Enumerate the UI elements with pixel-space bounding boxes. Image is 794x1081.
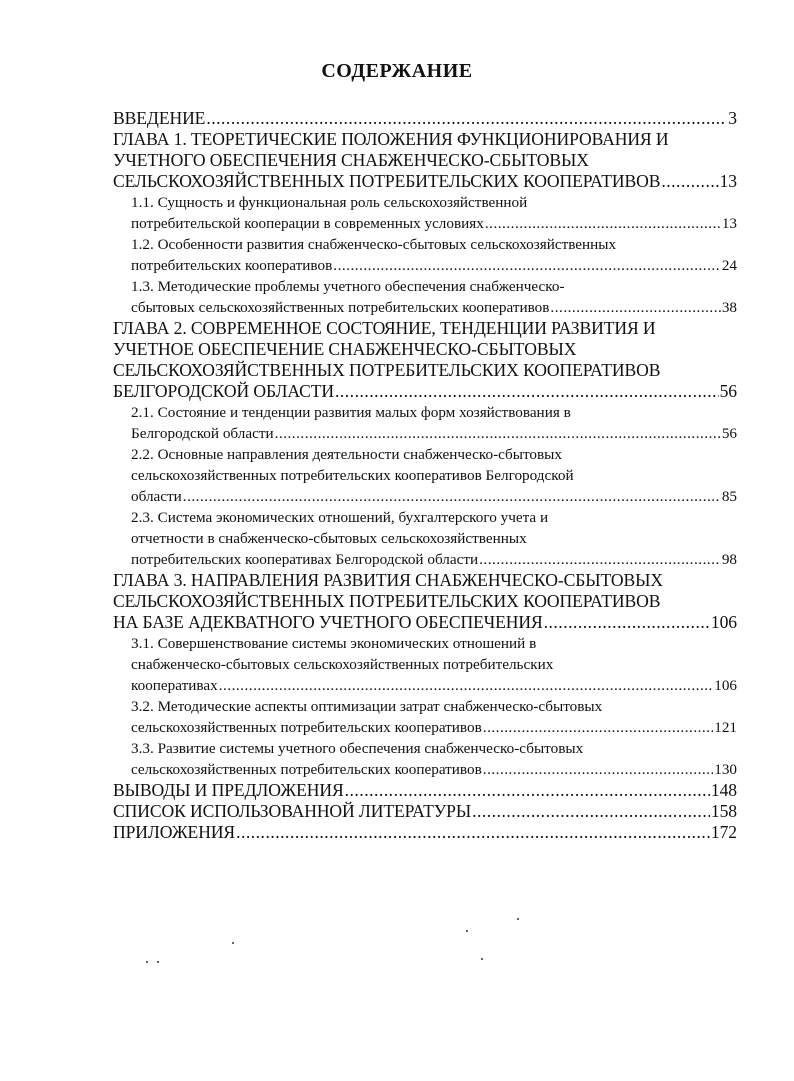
toc-entry-text: отчетности в снабженческо-сбытовых сельскохозяйственных [131,530,527,547]
toc-entry-text: кооперативах [131,677,218,694]
toc-entry-text: СЕЛЬСКОХОЗЯЙСТВЕННЫХ ПОТРЕБИТЕЛЬСКИХ КООПЕРАТИВОВ [113,591,661,611]
page-number: 106 [710,612,737,632]
dot-leader [335,381,719,402]
toc-entry-line [131,465,737,486]
toc-entry-line [113,108,737,129]
toc-entry-line [113,171,737,192]
page-number: 13 [719,171,737,191]
dot-leader [472,801,710,822]
dot-leader [236,822,710,843]
toc-entry-line [131,486,737,507]
toc-entry-text: УЧЕТНОЕ ОБЕСПЕЧЕНИЕ СНАБЖЕНЧЕСКО-СБЫТОВЫХ [113,339,577,359]
page-number: 158 [710,801,737,821]
toc-entry-text: СПИСОК ИСПОЛЬЗОВАННОЙ ЛИТЕРАТУРЫ [113,801,472,821]
toc-entry-text: сбытовых сельскохозяйственных потребительских кооперативов [131,299,550,316]
toc-entry-line [131,675,737,696]
toc-entry-text: сельскохозяйственных потребительских кооперативов Белгородской [131,467,574,484]
toc-entry-text: УЧЕТНОГО ОБЕСПЕЧЕНИЯ СНАБЖЕНЧЕСКО-СБЫТОВЫХ [113,150,589,170]
toc-section-entry [131,234,737,276]
dot-leader [661,171,718,192]
dot-leader [483,717,713,738]
toc-entry-text: БЕЛГОРОДСКОЙ ОБЛАСТИ [113,381,334,401]
toc-entry-line [131,507,737,528]
dot-leader [544,612,710,633]
scan-speck [466,930,468,932]
toc-entry-line [131,255,737,276]
dot-leader [345,780,710,801]
toc-entry-text: сельскохозяйственных потребительских кооперативов [131,719,482,736]
toc-entry-line [113,570,737,591]
toc-entry-text: ВВЕДЕНИЕ [113,108,206,128]
toc-entry-text: 3.3. Развитие системы учетного обеспечения снабженческо-сбытовых [131,740,584,757]
page-title: СОДЕРЖАНИЕ [321,60,473,82]
toc-entry-text: снабженческо-сбытовых сельскохозяйственных потребительских [131,656,554,673]
toc-entry-text: области [131,488,182,505]
page-number: 106 [714,677,737,694]
toc-entry-text: ПРИЛОЖЕНИЯ [113,822,236,842]
toc-entry-line [113,822,737,843]
toc-entry-line [131,633,737,654]
dot-leader [485,213,721,234]
toc-entry-text: 2.2. Основные направления деятельности снабженческо-сбытовых [131,446,562,463]
toc-entry-text: 1.2. Особенности развития снабженческо-сбытовых сельскохозяйственных [131,236,617,253]
dot-leader [483,759,713,780]
toc-entry-text: ВЫВОДЫ И ПРЕДЛОЖЕНИЯ [113,780,344,800]
toc-entry-text: 1.3. Методические проблемы учетного обеспечения снабженческо- [131,278,565,295]
page-number: 85 [721,488,737,505]
toc-entry-line [131,738,737,759]
toc-entry-text: 2.1. Состояние и тенденции развития малых форм хозяйствования в [131,404,571,421]
toc-entry-text: потребительской кооперации в современных условиях [131,215,484,232]
dot-leader [183,486,721,507]
toc-entry-text: потребительских кооперативов [131,257,333,274]
toc-chapter-entry [113,108,737,129]
toc-entry-line [113,801,737,822]
page-number: 13 [721,215,737,232]
toc-entry-line [131,654,737,675]
toc-chapter-entry [113,129,737,192]
page-number: 130 [714,761,737,778]
toc-entry-line [113,339,737,360]
page-number: 148 [710,780,737,800]
toc-entry-text: ГЛАВА 1. ТЕОРЕТИЧЕСКИЕ ПОЛОЖЕНИЯ ФУНКЦИОНИРОВАНИЯ И [113,129,669,149]
toc-chapter-entry [113,801,737,822]
toc-entry-text: ГЛАВА 3. НАПРАВЛЕНИЯ РАЗВИТИЯ СНАБЖЕНЧЕСКО-СБЫТОВЫХ [113,570,663,590]
toc-entry-line [113,591,737,612]
page-number: 172 [710,822,737,842]
toc-chapter-entry [113,822,737,843]
toc-section-entry [131,507,737,570]
toc-section-entry [131,444,737,507]
toc-entry-line [131,444,737,465]
dot-leader [333,255,721,276]
page-number: 24 [721,257,737,274]
toc-entry-line [131,213,737,234]
page-number: 56 [719,381,737,401]
dot-leader [479,549,721,570]
toc-entry-line [131,192,737,213]
table-of-contents [113,108,737,843]
toc-entry-line [113,318,737,339]
toc-entry-line [131,423,737,444]
dot-leader [550,297,720,318]
toc-entry-line [131,549,737,570]
toc-entry-line [131,234,737,255]
toc-chapter-entry [113,780,737,801]
toc-section-entry [131,738,737,780]
page-number: 56 [721,425,737,442]
toc-entry-line [131,276,737,297]
toc-entry-line [113,381,737,402]
scan-speck [517,918,519,920]
dot-leader [275,423,721,444]
toc-entry-line [131,297,737,318]
page-number: 98 [721,551,737,568]
toc-entry-text: 1.1. Сущность и функциональная роль сельскохозяйственной [131,194,528,211]
toc-entry-line [113,360,737,381]
toc-entry-text: ГЛАВА 2. СОВРЕМЕННОЕ СОСТОЯНИЕ, ТЕНДЕНЦИИ РАЗВИТИЯ И [113,318,656,338]
toc-entry-text: Белгородской области [131,425,274,442]
toc-entry-line [131,528,737,549]
toc-chapter-entry [113,318,737,402]
toc-section-entry [131,696,737,738]
dot-leader [206,108,727,129]
toc-section-entry [131,276,737,318]
toc-entry-text: 3.2. Методические аспекты оптимизации затрат снабженческо-сбытовых [131,698,603,715]
toc-entry-line [113,780,737,801]
toc-entry-text: 2.3. Система экономических отношений, бухгалтерского учета и [131,509,549,526]
toc-entry-line [131,759,737,780]
toc-section-entry [131,192,737,234]
dot-leader [219,675,714,696]
toc-entry-text: 3.1. Совершенствование системы экономических отношений в [131,635,537,652]
toc-entry-line [131,696,737,717]
toc-entry-line [113,612,737,633]
toc-entry-text: потребительских кооперативах Белгородской области [131,551,479,568]
page-number: 3 [728,108,737,128]
toc-entry-line [113,150,737,171]
toc-section-entry [131,633,737,696]
toc-entry-text: СЕЛЬСКОХОЗЯЙСТВЕННЫХ ПОТРЕБИТЕЛЬСКИХ КООПЕРАТИВОВ [113,171,661,191]
toc-entry-text: НА БАЗЕ АДЕКВАТНОГО УЧЕТНОГО ОБЕСПЕЧЕНИЯ [113,612,543,632]
toc-chapter-entry [113,570,737,633]
toc-entry-text: сельскохозяйственных потребительских кооперативов [131,761,482,778]
toc-entry-text: СЕЛЬСКОХОЗЯЙСТВЕННЫХ ПОТРЕБИТЕЛЬСКИХ КООПЕРАТИВОВ [113,360,661,380]
toc-entry-line [113,129,737,150]
toc-entry-line [131,402,737,423]
page-number: 121 [714,719,737,736]
toc-section-entry [131,402,737,444]
toc-entry-line [131,717,737,738]
scan-speck [146,961,148,963]
scan-speck [481,958,483,960]
page-number: 38 [721,299,737,316]
scan-speck [232,942,234,944]
scan-speck [157,961,159,963]
